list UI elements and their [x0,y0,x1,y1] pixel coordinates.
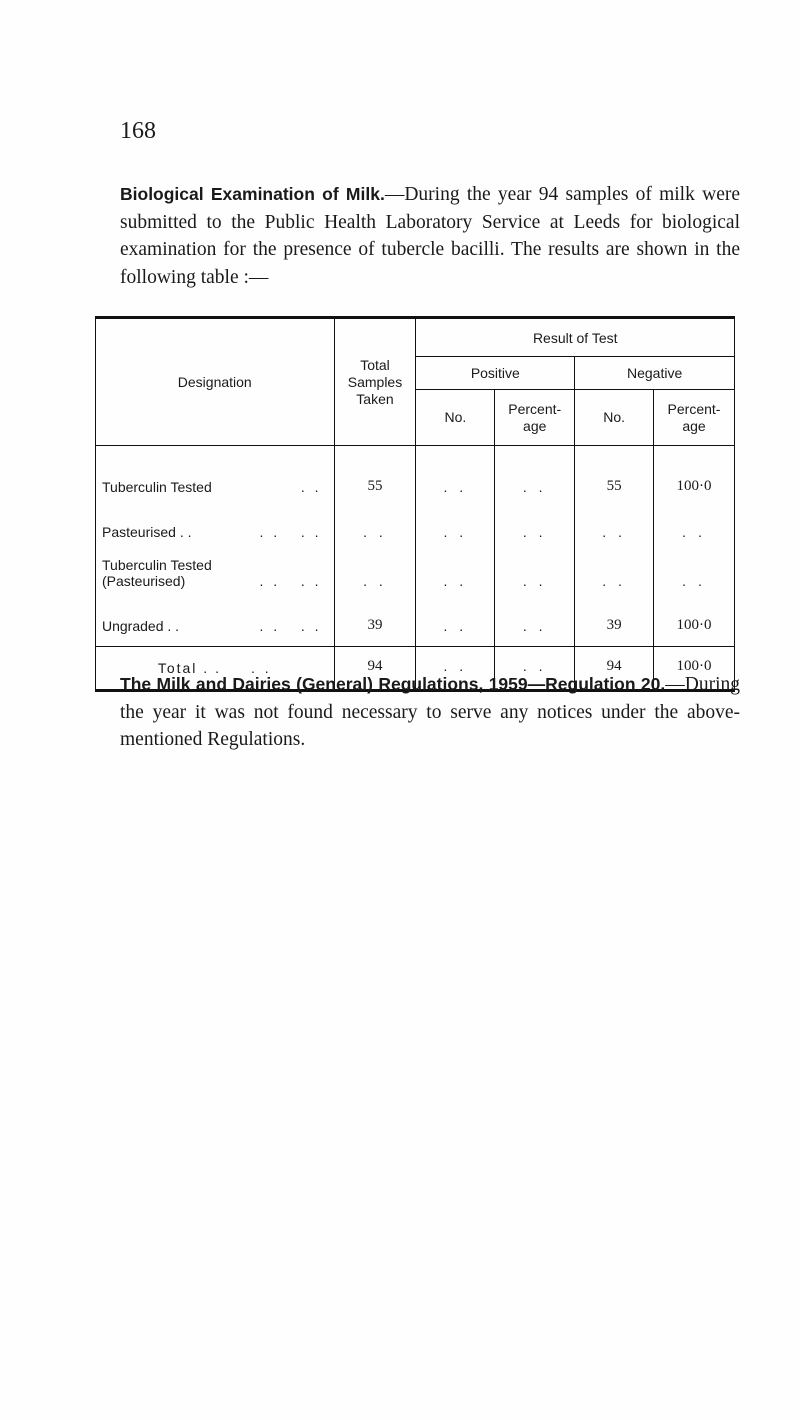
row-positive-no: . . [416,446,495,500]
total-positive-percentage: . . [495,647,575,691]
row-positive-percentage: . . [495,446,575,500]
row-negative-no: 55 [575,446,654,500]
row-negative-percentage: 100·0 [654,446,735,500]
regulations-text: —During the year it was not found necessary to serve any notices under the above-mentioned Regulations. [120,674,740,750]
row-negative-no: . . [575,544,654,593]
header-negative-percentage: Percent-age [654,390,735,446]
total-negative-no: 94 [575,647,654,691]
row-total: 39 [334,593,416,647]
row-designation: Tuberculin Tested . . [96,446,335,500]
row-positive-percentage: . . [495,499,575,544]
row-positive-percentage: . . [495,593,575,647]
row-designation: Pasteurised . . . . . . [96,499,335,544]
intro-heading: Biological Examination of Milk. [120,184,385,204]
total-label: Total . . . . [96,647,335,691]
header-negative: Negative [575,357,735,390]
header-positive: Positive [416,357,575,390]
header-positive-no: No. [416,390,495,446]
row-designation: Tuberculin Tested (Pasteurised) . . . . [96,544,335,593]
total-samples: 94 [334,647,416,691]
table-row [96,544,735,593]
table-row [96,499,735,544]
row-negative-percentage: 100·0 [654,593,735,647]
regulations-heading: The Milk and Dairies (General) Regulations, 1959—Regulation 20. [120,674,666,694]
header-designation: Designation [96,318,335,446]
regulations-paragraph [120,671,740,754]
row-total: . . [334,544,416,593]
intro-text: —During the year 94 samples of milk were submitted to the Public Health Laboratory Service at Leeds for biological examination for the presence of tubercle bacilli. The results are shown in the following table :— [120,184,740,288]
row-positive-no: . . [416,593,495,647]
table-row [96,446,735,500]
row-positive-percentage: . . [495,544,575,593]
row-negative-no: 39 [575,593,654,647]
row-negative-percentage: . . [654,499,735,544]
table-row [96,593,735,647]
total-positive-no: . . [416,647,495,691]
milk-results-table [95,316,735,692]
page-number: 168 [120,118,156,144]
row-negative-no: . . [575,499,654,544]
row-total: . . [334,499,416,544]
row-positive-no: . . [416,544,495,593]
header-negative-no: No. [575,390,654,446]
header-positive-percentage: Percent-age [495,390,575,446]
row-designation: Ungraded . . . . . . [96,593,335,647]
header-result-of-test: Result of Test [416,318,735,357]
intro-paragraph [120,181,740,291]
row-positive-no: . . [416,499,495,544]
row-negative-percentage: . . [654,544,735,593]
header-total-samples: Total Samples Taken [334,318,416,446]
total-negative-percentage: 100·0 [654,647,735,691]
row-total: 55 [334,446,416,500]
